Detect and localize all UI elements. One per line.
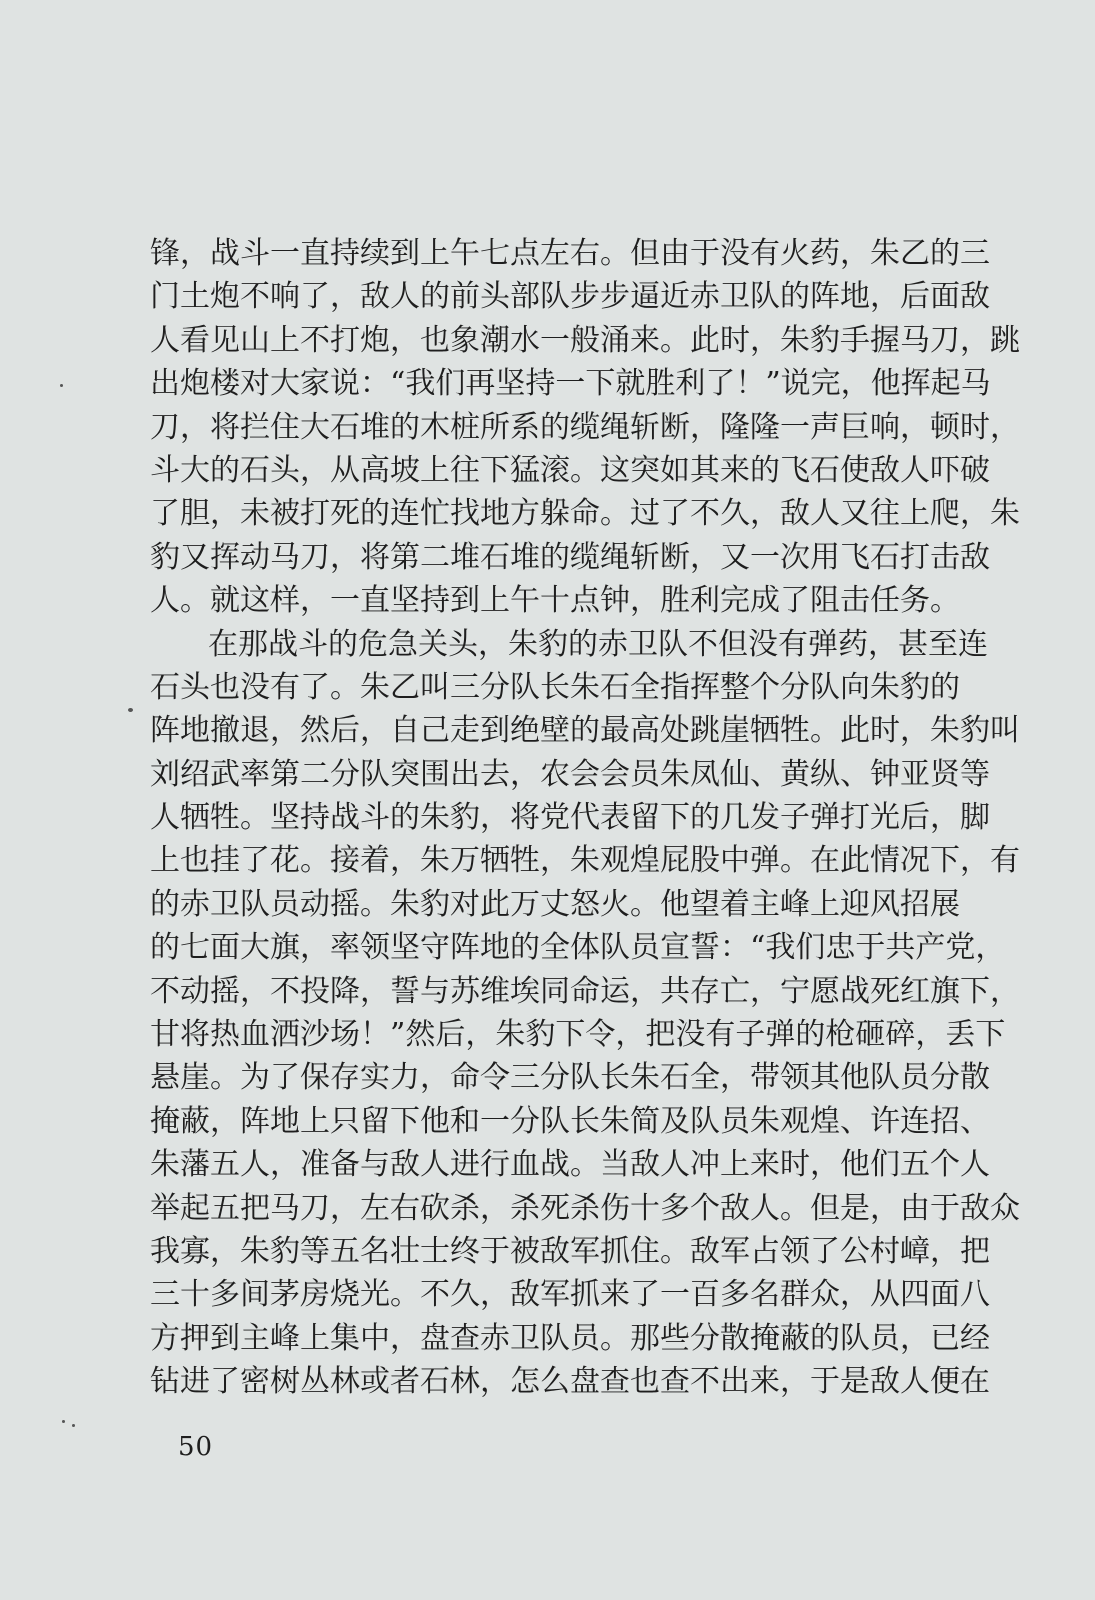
paper-speck	[128, 708, 133, 712]
text-line: 甘将热血洒沙场！”然后，朱豹下令，把没有子弹的枪砸碎，丢下	[150, 1017, 1006, 1053]
text-line: 钻进了密树丛林或者石林，怎么盘查也查不出来，于是敌人便在	[150, 1364, 990, 1400]
text-line: 豹又挥动马刀，将第二堆石堆的缆绳斩断，又一次用飞石打击敌	[150, 539, 990, 575]
paper-speck	[72, 1424, 75, 1427]
text-line: 石头也没有了。朱乙叫三分队长朱石全指挥整个分队向朱豹的	[150, 669, 960, 705]
paper-speck	[60, 384, 63, 387]
text-line: 人牺牲。坚持战斗的朱豹，将党代表留下的几发子弹打光后，脚	[150, 800, 990, 836]
text-line: 了胆，未被打死的连忙找地方躲命。过了不久，敌人又往上爬，朱	[150, 496, 1020, 532]
text-line: 三十多间茅房烧光。不久，敌军抓来了一百多名群众，从四面八	[150, 1277, 990, 1313]
text-line: 掩蔽，阵地上只留下他和一分队长朱简及队员朱观煌、许连招、	[150, 1103, 990, 1139]
text-line: 阵地撤退，然后，自己走到绝壁的最高处跳崖牺牲。此时，朱豹叫	[150, 713, 1020, 749]
text-line: 不动摇，不投降，誓与苏维埃同命运，共存亡，宁愿战死红旗下，	[150, 973, 1020, 1009]
text-line: 人看见山上不打炮，也象潮水一般涌来。此时，朱豹手握马刀，跳	[150, 322, 1020, 358]
text-line: 锋，战斗一直持续到上午七点左右。但由于没有火药，朱乙的三	[150, 236, 990, 271]
text-line: 方押到主峰上集中，盘查赤卫队员。那些分散掩蔽的队员，已经	[150, 1320, 990, 1356]
text-line: 人。就这样，一直坚持到上午十点钟，胜利完成了阻击任务。	[150, 583, 960, 619]
text-line: 上也挂了花。接着，朱万牺牲，朱观煌屁股中弹。在此情况下，有	[150, 843, 1020, 879]
text-line: 门土炮不响了，敌人的前头部队步步逼近赤卫队的阵地，后面敌	[150, 279, 990, 315]
page-number: 50	[178, 1432, 214, 1462]
paragraph	[150, 623, 1020, 1404]
text-line: 斗大的石头，从高坡上往下猛滚。这突如其来的飞石使敌人吓破	[150, 452, 990, 488]
text-line: 朱藩五人，准备与敌人进行血战。当敌人冲上来时，他们五个人	[150, 1147, 990, 1183]
body-text	[150, 232, 1020, 1404]
text-line: 悬崖。为了保存实力，命令三分队长朱石全，带领其他队员分散	[150, 1060, 990, 1096]
paragraph	[150, 232, 1020, 623]
text-line: 在那战斗的危急关头，朱豹的赤卫队不但没有弹药，甚至连	[208, 626, 988, 662]
paper-speck	[62, 1420, 65, 1423]
text-line: 出炮楼对大家说：“我们再坚持一下就胜利了！”说完，他挥起马	[150, 366, 991, 402]
text-line: 我寡，朱豹等五名壮士终于被敌军抓住。敌军占领了公村嶂，把	[150, 1233, 990, 1269]
text-line: 的赤卫队员动摇。朱豹对此万丈怒火。他望着主峰上迎风招展	[150, 886, 960, 922]
text-line: 举起五把马刀，左右砍杀，杀死杀伤十多个敌人。但是，由于敌众	[150, 1190, 1020, 1226]
text-line: 刀，将拦住大石堆的木桩所系的缆绳斩断，隆隆一声巨响，顿时，	[150, 409, 1020, 445]
text-line: 刘绍武率第二分队突围出去，农会会员朱凤仙、黄纵、钟亚贤等	[150, 756, 990, 792]
text-line: 的七面大旗，率领坚守阵地的全体队员宣誓：“我们忠于共产党，	[150, 930, 1006, 966]
